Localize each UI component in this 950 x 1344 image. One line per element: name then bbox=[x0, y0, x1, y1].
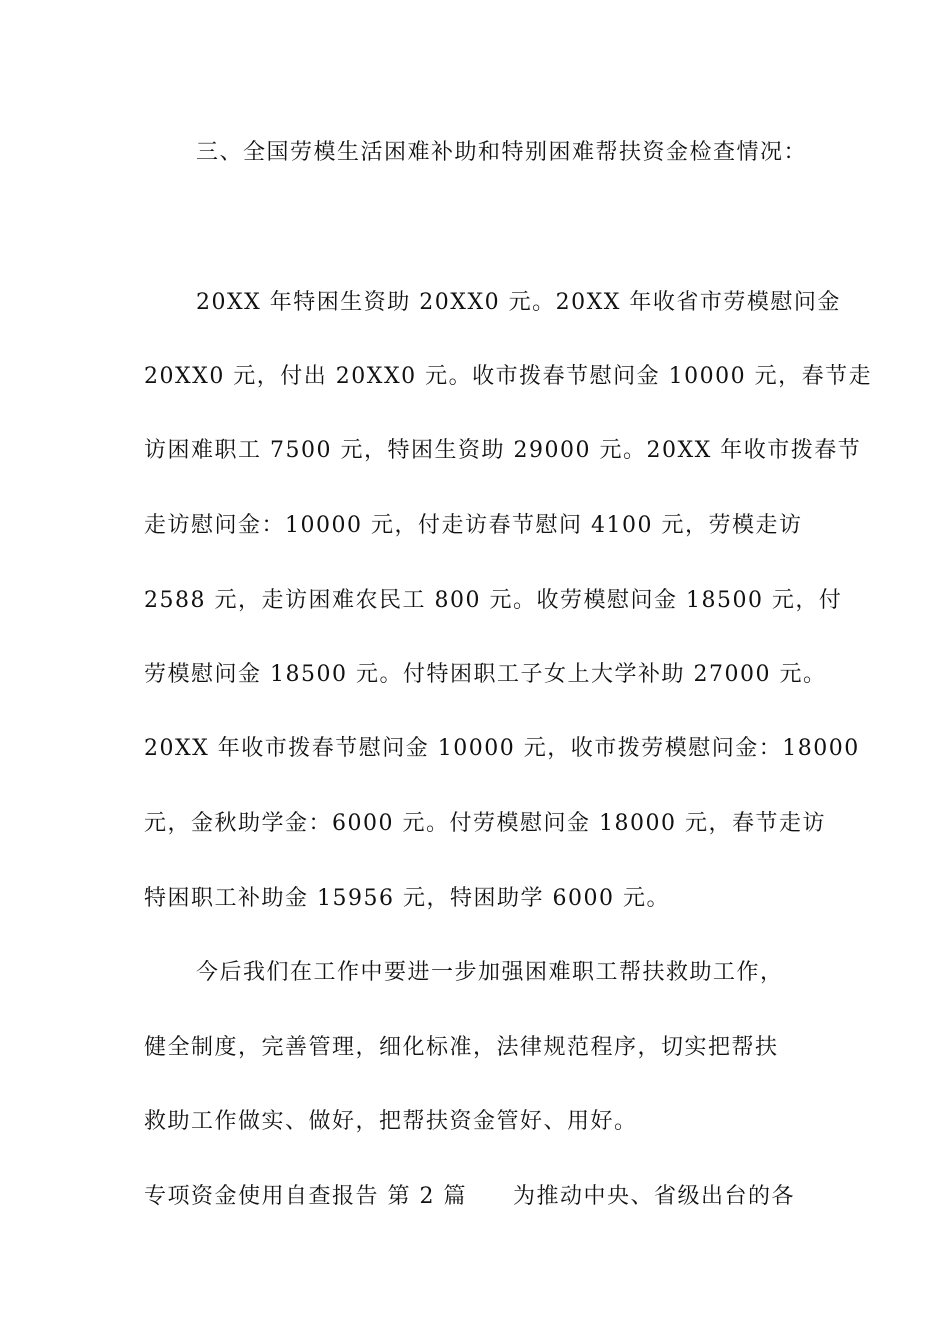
next-section-title: 专项资金使用自查报告 第 2 篇 bbox=[144, 1184, 467, 1209]
paragraph-line: 劳模慰问金 18500 元。付特困职工子女上大学补助 27000 元。 bbox=[144, 662, 827, 687]
paragraph-line: 走访慰问金：10000 元，付走访春节慰问 4100 元，劳模走访 bbox=[144, 513, 803, 538]
paragraph-line: 今后我们在工作中要进一步加强困难职工帮扶救助工作， bbox=[196, 960, 784, 985]
paragraph-line: 20XX 年特困生资助 20XX0 元。20XX 年收省市劳模慰问金 bbox=[196, 290, 841, 315]
paragraph-line: 20XX0 元，付出 20XX0 元。收市拨春节慰问金 10000 元，春节走 bbox=[144, 364, 873, 389]
paragraph-line: 救助工作做实、做好，把帮扶资金管好、用好。 bbox=[144, 1109, 638, 1134]
next-section-text: 为推动中央、省级出台的各 bbox=[512, 1184, 795, 1209]
paragraph-line: 健全制度，完善管理，细化标准，法律规范程序，切实把帮扶 bbox=[144, 1035, 779, 1060]
paragraph-line: 元，金秋助学金：6000 元。付劳模慰问金 18000 元，春节走访 bbox=[144, 811, 826, 836]
paragraph-line: 访困难职工 7500 元，特困生资助 29000 元。20XX 年收市拨春节 bbox=[144, 438, 862, 463]
paragraph-line: 2588 元，走访困难农民工 800 元。收劳模慰问金 18500 元，付 bbox=[144, 588, 843, 613]
paragraph-line: 20XX 年收市拨春节慰问金 10000 元，收市拨劳模慰问金：18000 bbox=[144, 736, 860, 761]
paragraph-line: 特困职工补助金 15956 元，特困助学 6000 元。 bbox=[144, 886, 670, 911]
section-heading: 三、全国劳模生活困难补助和特别困难帮扶资金检查情况： bbox=[196, 140, 808, 165]
next-section-line bbox=[144, 1182, 795, 1212]
